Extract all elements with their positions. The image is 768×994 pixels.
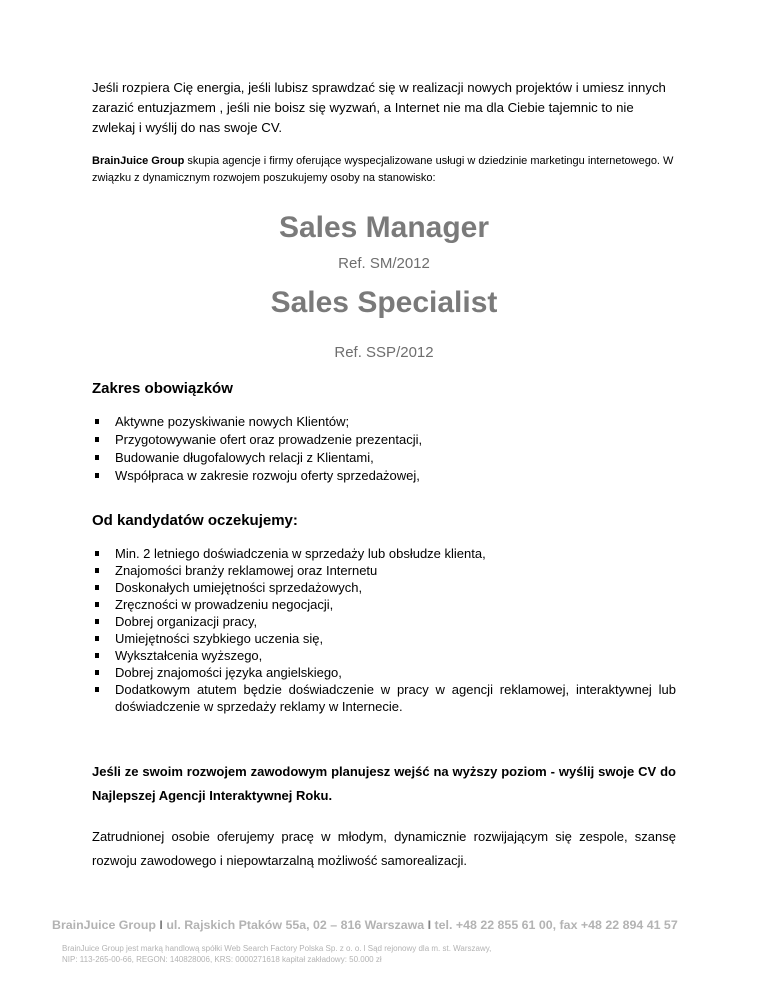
requirement-item: Umiejętności szybkiego uczenia się, [92,630,676,647]
about-text: skupia agencje i firmy oferujące wyspecjalizowane usługi w dziedzinie marketingu internetowego. W związku z dynamicznym rozwojem poszukujemy osoby na stanowisko: [92,155,674,184]
footer-contact-line [52,918,732,932]
about-paragraph [92,153,676,187]
footer-company: BrainJuice Group [52,918,156,932]
footer-address: ul. Rajskich Ptaków 55a, 02 – 816 Warszawa [166,918,425,932]
requirement-item: Min. 2 letniego doświadczenia w sprzedaży lub obsłudze klienta, [92,545,676,562]
requirement-item: Dobrej znajomości języka angielskiego, [92,664,676,681]
requirement-item: Zręczności w prowadzeniu negocjacji, [92,596,676,613]
footer-separator: I [159,918,163,932]
document-body [92,78,676,873]
requirements-list [92,545,676,715]
duties-list [92,413,676,485]
position-ref-sales-manager: Ref. SM/2012 [338,255,430,272]
requirement-item: Dobrej organizacji pracy, [92,613,676,630]
requirement-item: Znajomości branży reklamowej oraz Internetu [92,562,676,579]
duties-heading: Zakres obowiązków [92,380,233,397]
position-title-sales-specialist: Sales Specialist [270,286,498,319]
duty-item: Przygotowywanie ofert oraz prowadzenie prezentacji, [92,431,676,449]
duty-item: Aktywne pozyskiwanie nowych Klientów; [92,413,676,431]
position-title-sales-manager: Sales Manager [278,211,490,244]
footer-legal-line: NIP: 113-265-00-66, REGON: 140828006, KRS: 0000271618 kapitał zakładowy: 50.000 zł [62,955,382,964]
offer-paragraph: Zatrudnionej osobie oferujemy pracę w młodym, dynamicznie rozwijającym się zespole, szansę rozwoju zawodowego i niepowtarzalną możliwość samorealizacji. [92,829,676,868]
requirement-item: Wykształcenia wyższego, [92,647,676,664]
duty-item: Budowanie długofalowych relacji z Klientami, [92,449,676,467]
position-ref-sales-specialist: Ref. SSP/2012 [334,344,434,361]
requirement-item: Dodatkowym atutem będzie doświadczenie w pracy w agencji reklamowej, interaktywnej lub doświadczenie w sprzedaży reklamy w Internecie. [92,681,676,715]
call-to-action: Jeśli ze swoim rozwojem zawodowym planujesz wejść na wyższy poziom - wyślij swoje CV do Najlepszej Agencji Interaktywnej Roku. [92,764,676,803]
footer-phone-fax: tel. +48 22 855 61 00, fax +48 22 894 41 57 [434,918,678,932]
intro-paragraph: Jeśli rozpiera Cię energia, jeśli lubisz sprawdzać się w realizacji nowych projektów i umiesz innych zarazić entuzjazmem , jeśli nie boisz się wyzwań, a Internet nie ma dla Ciebie tajemnic to nie zwlekaj i wyślij do nas swoje CV. [92,80,666,135]
footer-legal [62,943,491,965]
requirement-item: Doskonałych umiejętności sprzedażowych, [92,579,676,596]
company-name: BrainJuice Group [92,155,185,167]
duty-item: Współpraca w zakresie rozwoju oferty sprzedażowej, [92,467,676,485]
requirements-heading: Od kandydatów oczekujemy: [92,512,298,529]
footer-legal-line: BrainJuice Group jest marką handlową spółki Web Search Factory Polska Sp. z o. o. l Sąd rejonowy dla m. st. Warszawy, [62,944,492,953]
footer-separator: I [427,918,432,932]
